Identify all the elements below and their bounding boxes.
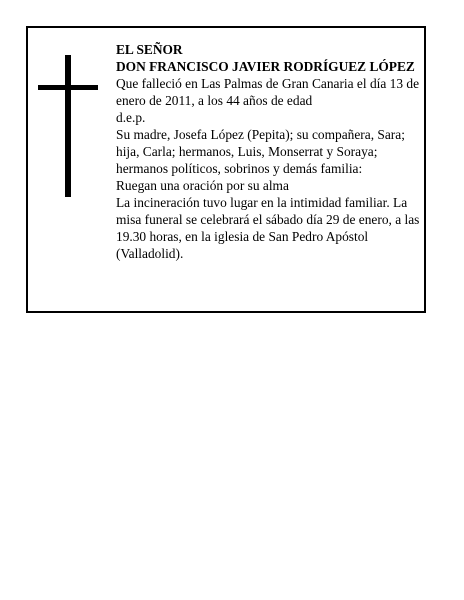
ceremony-info: La incineración tuvo lugar en la intimidad familiar. La misa funeral se celebrará el sábado día 29 de enero, a las 19.30 horas, en la iglesia de San Pedro Apóstol (Valladolid). — [116, 195, 420, 261]
cross-icon — [38, 55, 98, 197]
death-info: Que falleció en Las Palmas de Gran Canaria el día 13 de enero de 2011, a los 44 años de edad — [116, 76, 420, 108]
notice-title: EL SEÑOR — [116, 42, 183, 57]
dep-text: d.e.p. — [116, 110, 146, 125]
cross-horizontal-bar — [38, 85, 98, 90]
family-list: Su madre, Josefa López (Pepita); su compañera, Sara; hija, Carla; hermanos, Luis, Monserrat y Soraya; hermanos políticos, sobrinos y demás familia: — [116, 127, 405, 176]
notice-text — [116, 41, 422, 262]
cross-vertical-bar — [65, 55, 71, 197]
obituary-notice — [26, 26, 426, 313]
prayer-request: Ruegan una oración por su alma — [116, 178, 289, 193]
deceased-name: DON FRANCISCO JAVIER RODRÍGUEZ LÓPEZ — [116, 59, 415, 74]
